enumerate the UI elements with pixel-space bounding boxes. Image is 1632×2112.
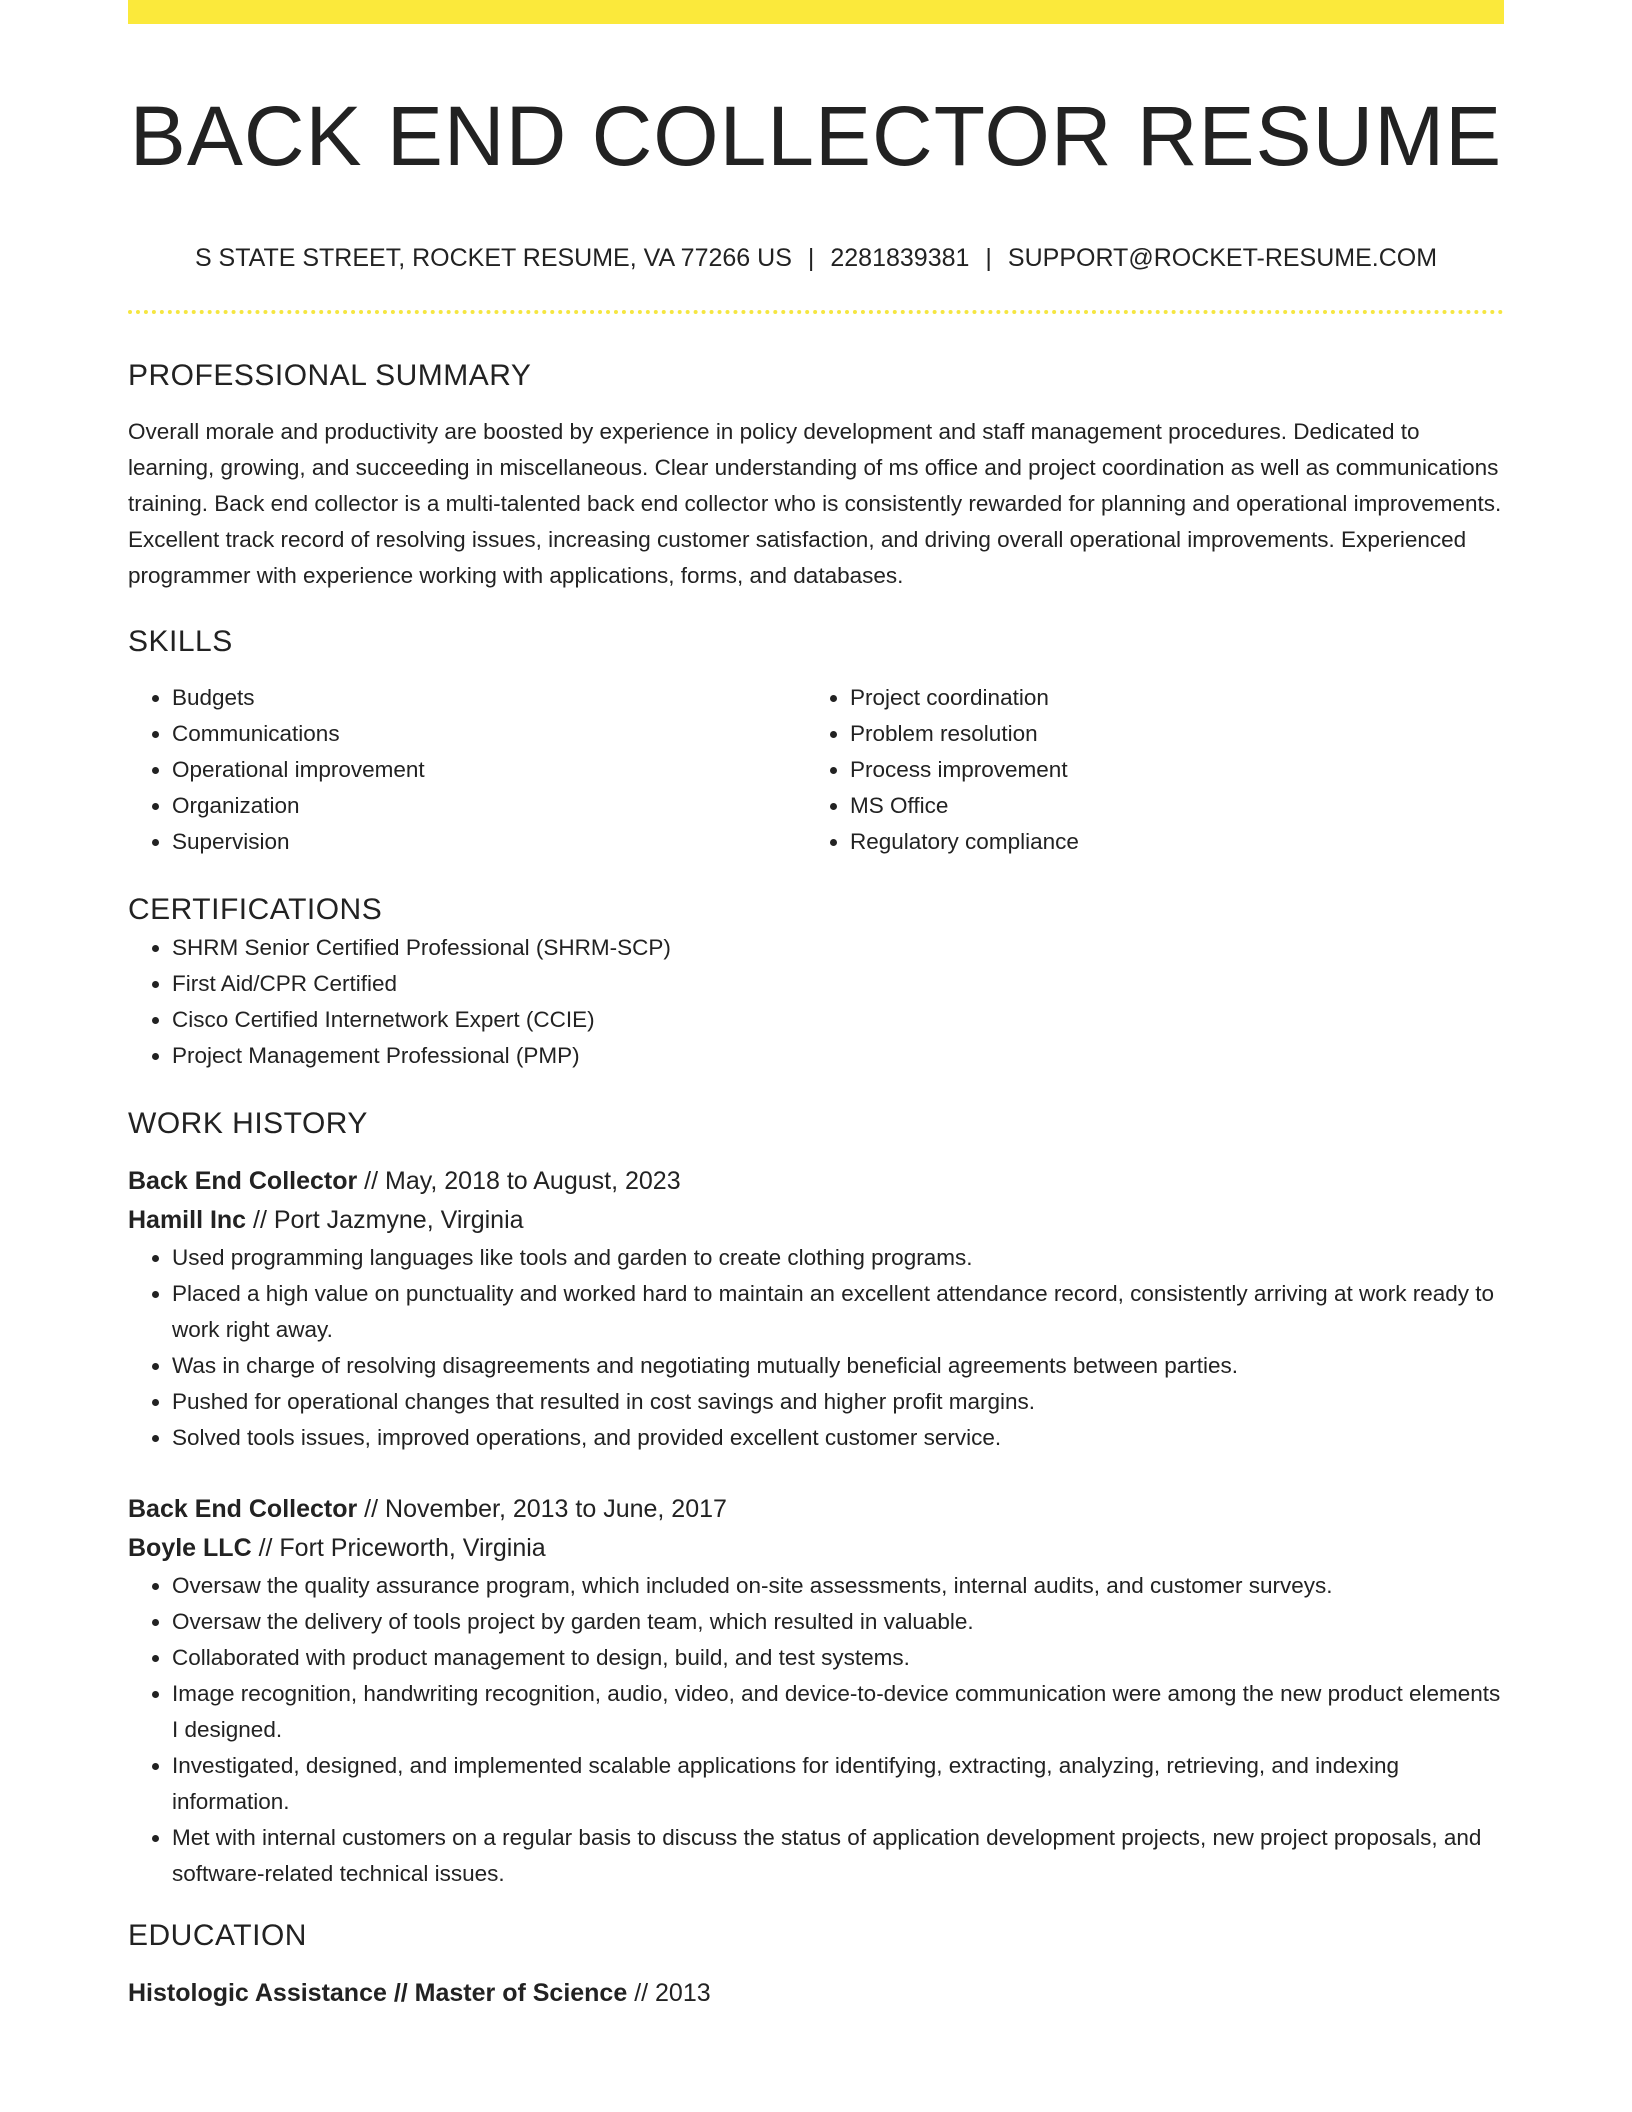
- list-item: • Organization: [172, 788, 806, 824]
- skills-column-right: [806, 680, 1484, 860]
- contact-email[interactable]: SUPPORT@ROCKET-RESUME.COM: [1007, 244, 1438, 272]
- dotted-divider: [128, 310, 1504, 314]
- list-item: • Met with internal customers on a regular basis to discuss the status of application development projects, new project proposals, and software-related technical issues.: [172, 1820, 1504, 1892]
- list-item: • Problem resolution: [850, 716, 1484, 752]
- section-title-skills: SKILLS: [128, 625, 233, 658]
- job-role-line: [128, 1490, 1504, 1529]
- contact-separator: |: [985, 244, 992, 272]
- list-item: • First Aid/CPR Certified: [172, 966, 1504, 1002]
- list-item: • Investigated, designed, and implemented scalable applications for identifying, extracting, analyzing, retrieving, and indexing information.: [172, 1748, 1504, 1820]
- contact-address: S STATE STREET, ROCKET RESUME, VA 77266 US: [194, 244, 792, 272]
- list-item: • Budgets: [172, 680, 806, 716]
- education-year: // 2013: [627, 1979, 711, 2007]
- skills-grid: [128, 680, 1504, 860]
- section-title-summary: PROFESSIONAL SUMMARY: [128, 359, 532, 392]
- job-location: // Port Jazmyne, Virginia: [246, 1206, 524, 1234]
- list-item: • Oversaw the quality assurance program, which included on-site assessments, internal audits, and customer surveys.: [172, 1568, 1504, 1604]
- job-dates: // November, 2013 to June, 2017: [357, 1495, 727, 1523]
- list-item: • Project Management Professional (PMP): [172, 1038, 1504, 1074]
- resume-page: [128, 0, 1504, 2013]
- skills-list-right: [806, 680, 1484, 860]
- list-item: • Regulatory compliance: [850, 824, 1484, 860]
- contact-line: [128, 242, 1504, 274]
- job-location: // Fort Priceworth, Virginia: [251, 1534, 546, 1562]
- section-title-education: EDUCATION: [128, 1919, 307, 1952]
- list-item: • Supervision: [172, 824, 806, 860]
- list-item: • Image recognition, handwriting recognition, audio, video, and device-to-device communication were among the new product elements I designed.: [172, 1676, 1504, 1748]
- list-item: • Collaborated with product management to design, build, and test systems.: [172, 1640, 1504, 1676]
- skills-list-left: [128, 680, 806, 860]
- education-line: [128, 1974, 1504, 2013]
- job-bullets: [128, 1568, 1504, 1892]
- list-item: • SHRM Senior Certified Professional (SHRM-SCP): [172, 930, 1504, 966]
- summary-text: Overall morale and productivity are boosted by experience in policy development and staff management procedures. Dedicated to learning, growing, and succeeding in miscellaneous. Clear understanding of ms office and project coordination as well as communications training. Back end collector is a multi-talented back end collector who is consistently rewarded for planning and operational improvements. Excellent track record of resolving issues, increasing customer satisfaction, and driving overall operational improvements. Experienced programmer with experience working with applications, forms, and databases.: [128, 419, 1502, 588]
- contact-separator: |: [807, 244, 815, 272]
- job-entry: [128, 1162, 1504, 1456]
- list-item: • Communications: [172, 716, 806, 752]
- skills-column-left: [128, 680, 806, 860]
- job-entry: [128, 1490, 1504, 1892]
- list-item: • MS Office: [850, 788, 1484, 824]
- job-bullets: [128, 1240, 1504, 1456]
- list-item: • Process improvement: [850, 752, 1484, 788]
- job-company: Hamill Inc: [128, 1206, 247, 1234]
- section-title-certifications: CERTIFICATIONS: [128, 893, 383, 926]
- list-item: • Placed a high value on punctuality and worked hard to maintain an excellent attendance record, consistently arriving at work ready to work right away.: [172, 1276, 1504, 1348]
- accent-top-bar: [128, 0, 1504, 24]
- job-dates: // May, 2018 to August, 2023: [357, 1167, 681, 1195]
- list-item: • Project coordination: [850, 680, 1484, 716]
- contact-phone: 2281839381: [830, 244, 970, 272]
- job-company-line: [128, 1201, 1504, 1240]
- list-item: • Pushed for operational changes that resulted in cost savings and higher profit margins.: [172, 1384, 1504, 1420]
- certifications-list: [128, 930, 1504, 1074]
- job-company-line: [128, 1529, 1504, 1568]
- list-item: • Operational improvement: [172, 752, 806, 788]
- list-item: • Oversaw the delivery of tools project by garden team, which resulted in valuable.: [172, 1604, 1504, 1640]
- section-title-work-history: WORK HISTORY: [128, 1107, 368, 1140]
- job-role: Back End Collector: [128, 1495, 358, 1523]
- job-role-line: [128, 1162, 1504, 1201]
- education-degree: Histologic Assistance // Master of Science: [128, 1979, 628, 2007]
- list-item: • Was in charge of resolving disagreements and negotiating mutually beneficial agreements between parties.: [172, 1348, 1504, 1384]
- job-role: Back End Collector: [128, 1167, 358, 1195]
- job-company: Boyle LLC: [128, 1534, 252, 1562]
- resume-title: BACK END COLLECTOR RESUME: [129, 89, 1503, 183]
- list-item: • Used programming languages like tools and garden to create clothing programs.: [172, 1240, 1504, 1276]
- list-item: • Cisco Certified Internetwork Expert (CCIE): [172, 1002, 1504, 1038]
- list-item: • Solved tools issues, improved operations, and provided excellent customer service.: [172, 1420, 1504, 1456]
